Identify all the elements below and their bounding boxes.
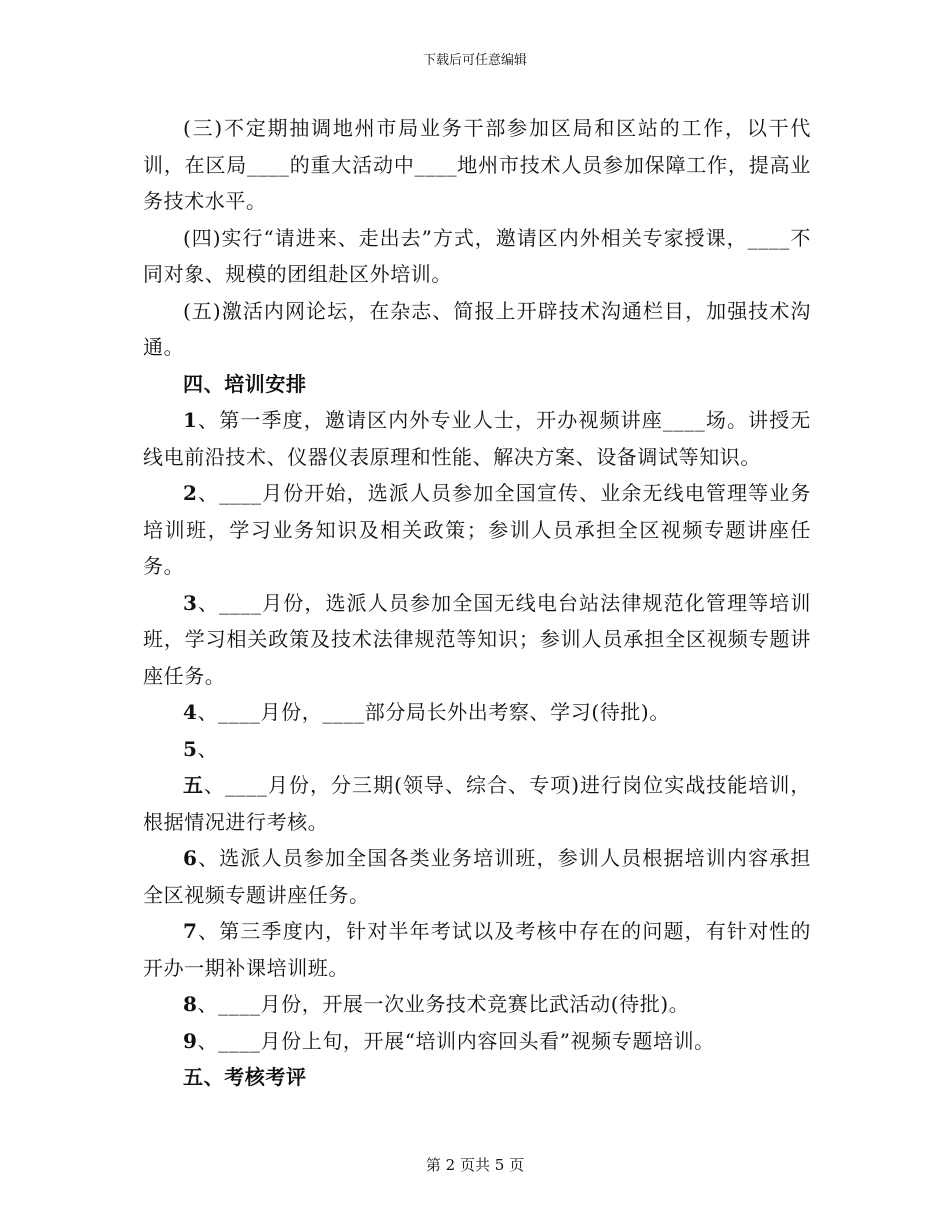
list-item xyxy=(143,402,811,475)
item-text: 、____月份，____部分局长外出考察、学习(待批)。 xyxy=(197,700,670,724)
item-number: 8 xyxy=(183,992,198,1016)
item-text: 、____月份开始，选派人员参加全国宣传、业余无线电管理等业务培训班，学习业务知识及相关政策；参训人员承担全区视频专题讲座任务。 xyxy=(143,481,811,578)
section-heading-assessment: 五、考核考评 xyxy=(183,1065,307,1089)
item-number: 6 xyxy=(183,846,198,870)
list-item xyxy=(143,585,811,695)
page-header: 下载后可任意编辑 xyxy=(422,53,527,68)
section-heading-training-arrangement: 四、培训安排 xyxy=(183,371,307,396)
list-item xyxy=(143,986,811,1023)
item-text: 、选派人员参加全国各类业务培训班，参训人员根据培训内容承担全区视频专题讲座任务。 xyxy=(143,846,811,907)
paragraph-training-3: (三)不定期抽调地州市局业务干部参加区局和区站的工作，以干代训，在区局____的重大活动中____地州市技术人员参加保障工作，提高业务技术水平。 xyxy=(143,116,811,213)
list-item xyxy=(143,913,811,986)
list-item xyxy=(143,1023,811,1060)
paragraph-training-5: (五)激活内网论坛，在杂志、简报上开辟技术沟通栏目，加强技术沟通。 xyxy=(143,298,811,359)
item-text: 、____月份，分三期(领导、综合、专项)进行岗位实战技能培训，根据情况进行考核。 xyxy=(143,773,811,834)
item-number: 1 xyxy=(183,408,198,432)
list-item xyxy=(143,694,811,731)
list-item xyxy=(143,767,811,840)
item-text: 、 xyxy=(197,736,219,761)
item-text: 、____月份上旬，开展“培训内容回头看”视频专题培训。 xyxy=(197,1028,715,1053)
list-item xyxy=(143,475,811,585)
item-text: 、____月份，选派人员参加全国无线电台站法律规范化管理等培训班，学习相关政策及技术法律规范等知识；参训人员承担全区视频专题讲座任务。 xyxy=(143,590,811,688)
document-body xyxy=(143,110,811,1096)
item-number: 5 xyxy=(183,736,198,761)
list-item xyxy=(143,840,811,913)
item-text: 、第三季度内，针对半年考试以及考核中存在的问题，有针对性的开办一期补课培训班。 xyxy=(143,919,811,980)
item-text: 、____月份，开展一次业务技术竞赛比武活动(待批)。 xyxy=(197,992,690,1016)
paragraph-training-4: (四)实行“请进来、走出去”方式，邀请区内外相关专家授课，____不同对象、规模的团组赴区外培训。 xyxy=(143,225,811,286)
item-number: 9 xyxy=(183,1028,198,1053)
list-item xyxy=(143,731,811,768)
page-footer: 第 2 页共 5 页 xyxy=(425,1156,525,1174)
item-number: 3 xyxy=(183,590,198,615)
item-number: 2 xyxy=(183,481,198,505)
item-number: 4 xyxy=(183,700,198,724)
item-number: 五 xyxy=(183,773,205,797)
item-number: 7 xyxy=(183,919,198,943)
item-text: 、第一季度，邀请区内外专业人士，开办视频讲座____场。讲授无线电前沿技术、仪器仪表原理和性能、解决方案、设备调试等知识。 xyxy=(143,408,811,469)
